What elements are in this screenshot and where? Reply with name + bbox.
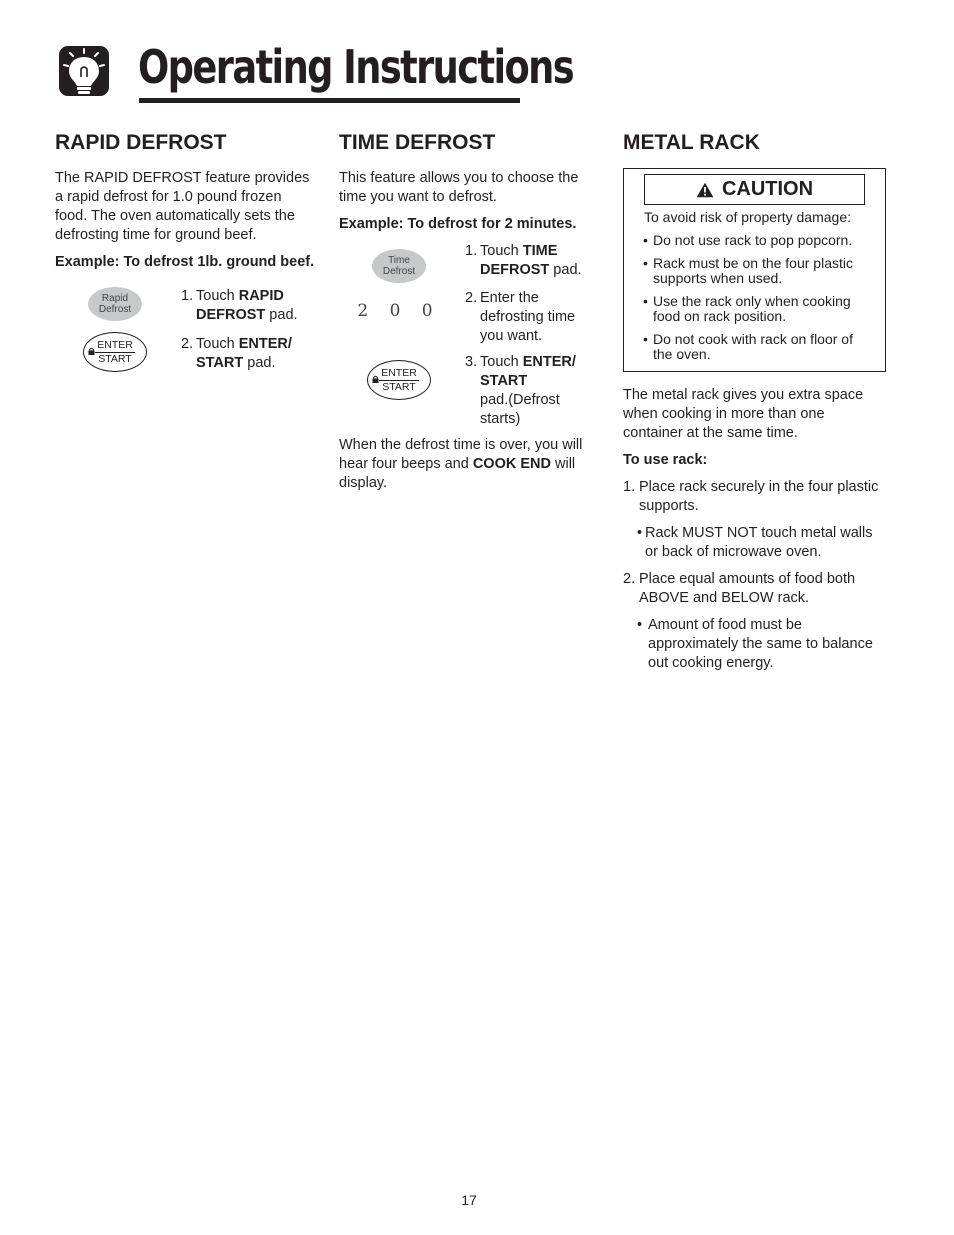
warning-triangle-icon	[696, 182, 714, 198]
enter-start-pad[interactable]: ENTER START	[367, 360, 431, 400]
metal-rack-heading: METAL RACK	[623, 131, 760, 154]
page-header	[56, 38, 574, 108]
lock-icon	[88, 347, 95, 355]
title-underline	[139, 98, 520, 103]
time-defrost-example: Example: To defrost for 2 minutes.	[339, 216, 577, 232]
time-defrost-section	[339, 130, 594, 493]
list-item: • Do not use rack to pop popcorn.	[653, 233, 875, 249]
rapid-defrost-example: Example: To defrost 1lb. ground beef.	[55, 254, 315, 270]
rapid-defrost-step-2: ENTER START 2. Touch ENTER/ START pad.	[55, 335, 315, 383]
list-item: 1. Place rack securely in the four plastic supports.	[623, 478, 879, 514]
time-defrost-pad[interactable]: Time Defrost	[372, 249, 426, 283]
to-use-rack-heading: To use rack:	[623, 451, 708, 468]
list-item: • Amount of food must be approximately the same to balance out cooking energy.	[623, 616, 888, 673]
page-number: 17	[461, 1192, 477, 1208]
time-display-digits: 2 0 0	[357, 301, 441, 321]
rapid-defrost-step-1: Rapid Defrost 1. Touch RAPID DEFROST pad.	[55, 287, 315, 335]
list-item: • Do not cook with rack on floor of the oven.	[653, 332, 875, 363]
rack-steps	[623, 478, 888, 673]
enter-start-pad[interactable]: ENTER START	[83, 332, 147, 372]
caution-list	[624, 233, 885, 363]
time-defrost-heading: TIME DEFROST	[339, 131, 496, 154]
metal-rack-intro: The metal rack gives you extra space when cooking in more than one container at the same time.	[623, 386, 864, 441]
time-defrost-intro: This feature allows you to choose the time you want to defrost.	[339, 170, 579, 205]
metal-rack-section	[623, 130, 888, 681]
list-item: • Rack MUST NOT touch metal walls or back of microwave oven.	[623, 524, 888, 562]
time-defrost-step-1: Time Defrost 1. Touch TIME DEFROST pad.	[339, 242, 594, 289]
list-item: 2. Place equal amounts of food both ABOVE and BELOW rack.	[623, 570, 856, 606]
rapid-defrost-heading: RAPID DEFROST	[55, 131, 227, 154]
caution-intro: To avoid risk of property damage:	[644, 209, 851, 225]
caution-title: CAUTION	[644, 174, 865, 205]
rapid-defrost-pad[interactable]: Rapid Defrost	[88, 287, 142, 321]
list-item: • Use the rack only when cooking food on rack position.	[653, 294, 875, 325]
list-item: • Rack must be on the four plastic supports when used.	[653, 256, 875, 287]
time-defrost-step-3: ENTER START 3. Touch ENTER/ START pad.(Defrost starts)	[339, 353, 594, 436]
lock-icon	[372, 375, 379, 383]
time-defrost-outro: When the defrost time is over, you will hear four beeps and COOK END will display.	[339, 437, 583, 491]
page-title: Operating Instructions	[138, 40, 574, 94]
rapid-defrost-section	[55, 130, 315, 383]
lightbulb-icon	[56, 43, 112, 99]
time-defrost-step-2: 2 0 0 2. Enter the defrosting time you want.	[357, 290, 576, 344]
caution-box	[623, 168, 886, 372]
rapid-defrost-intro: The RAPID DEFROST feature provides a rapid defrost for 1.0 pound frozen food. The oven automatically sets the defrosting time for ground beef.	[55, 170, 310, 243]
